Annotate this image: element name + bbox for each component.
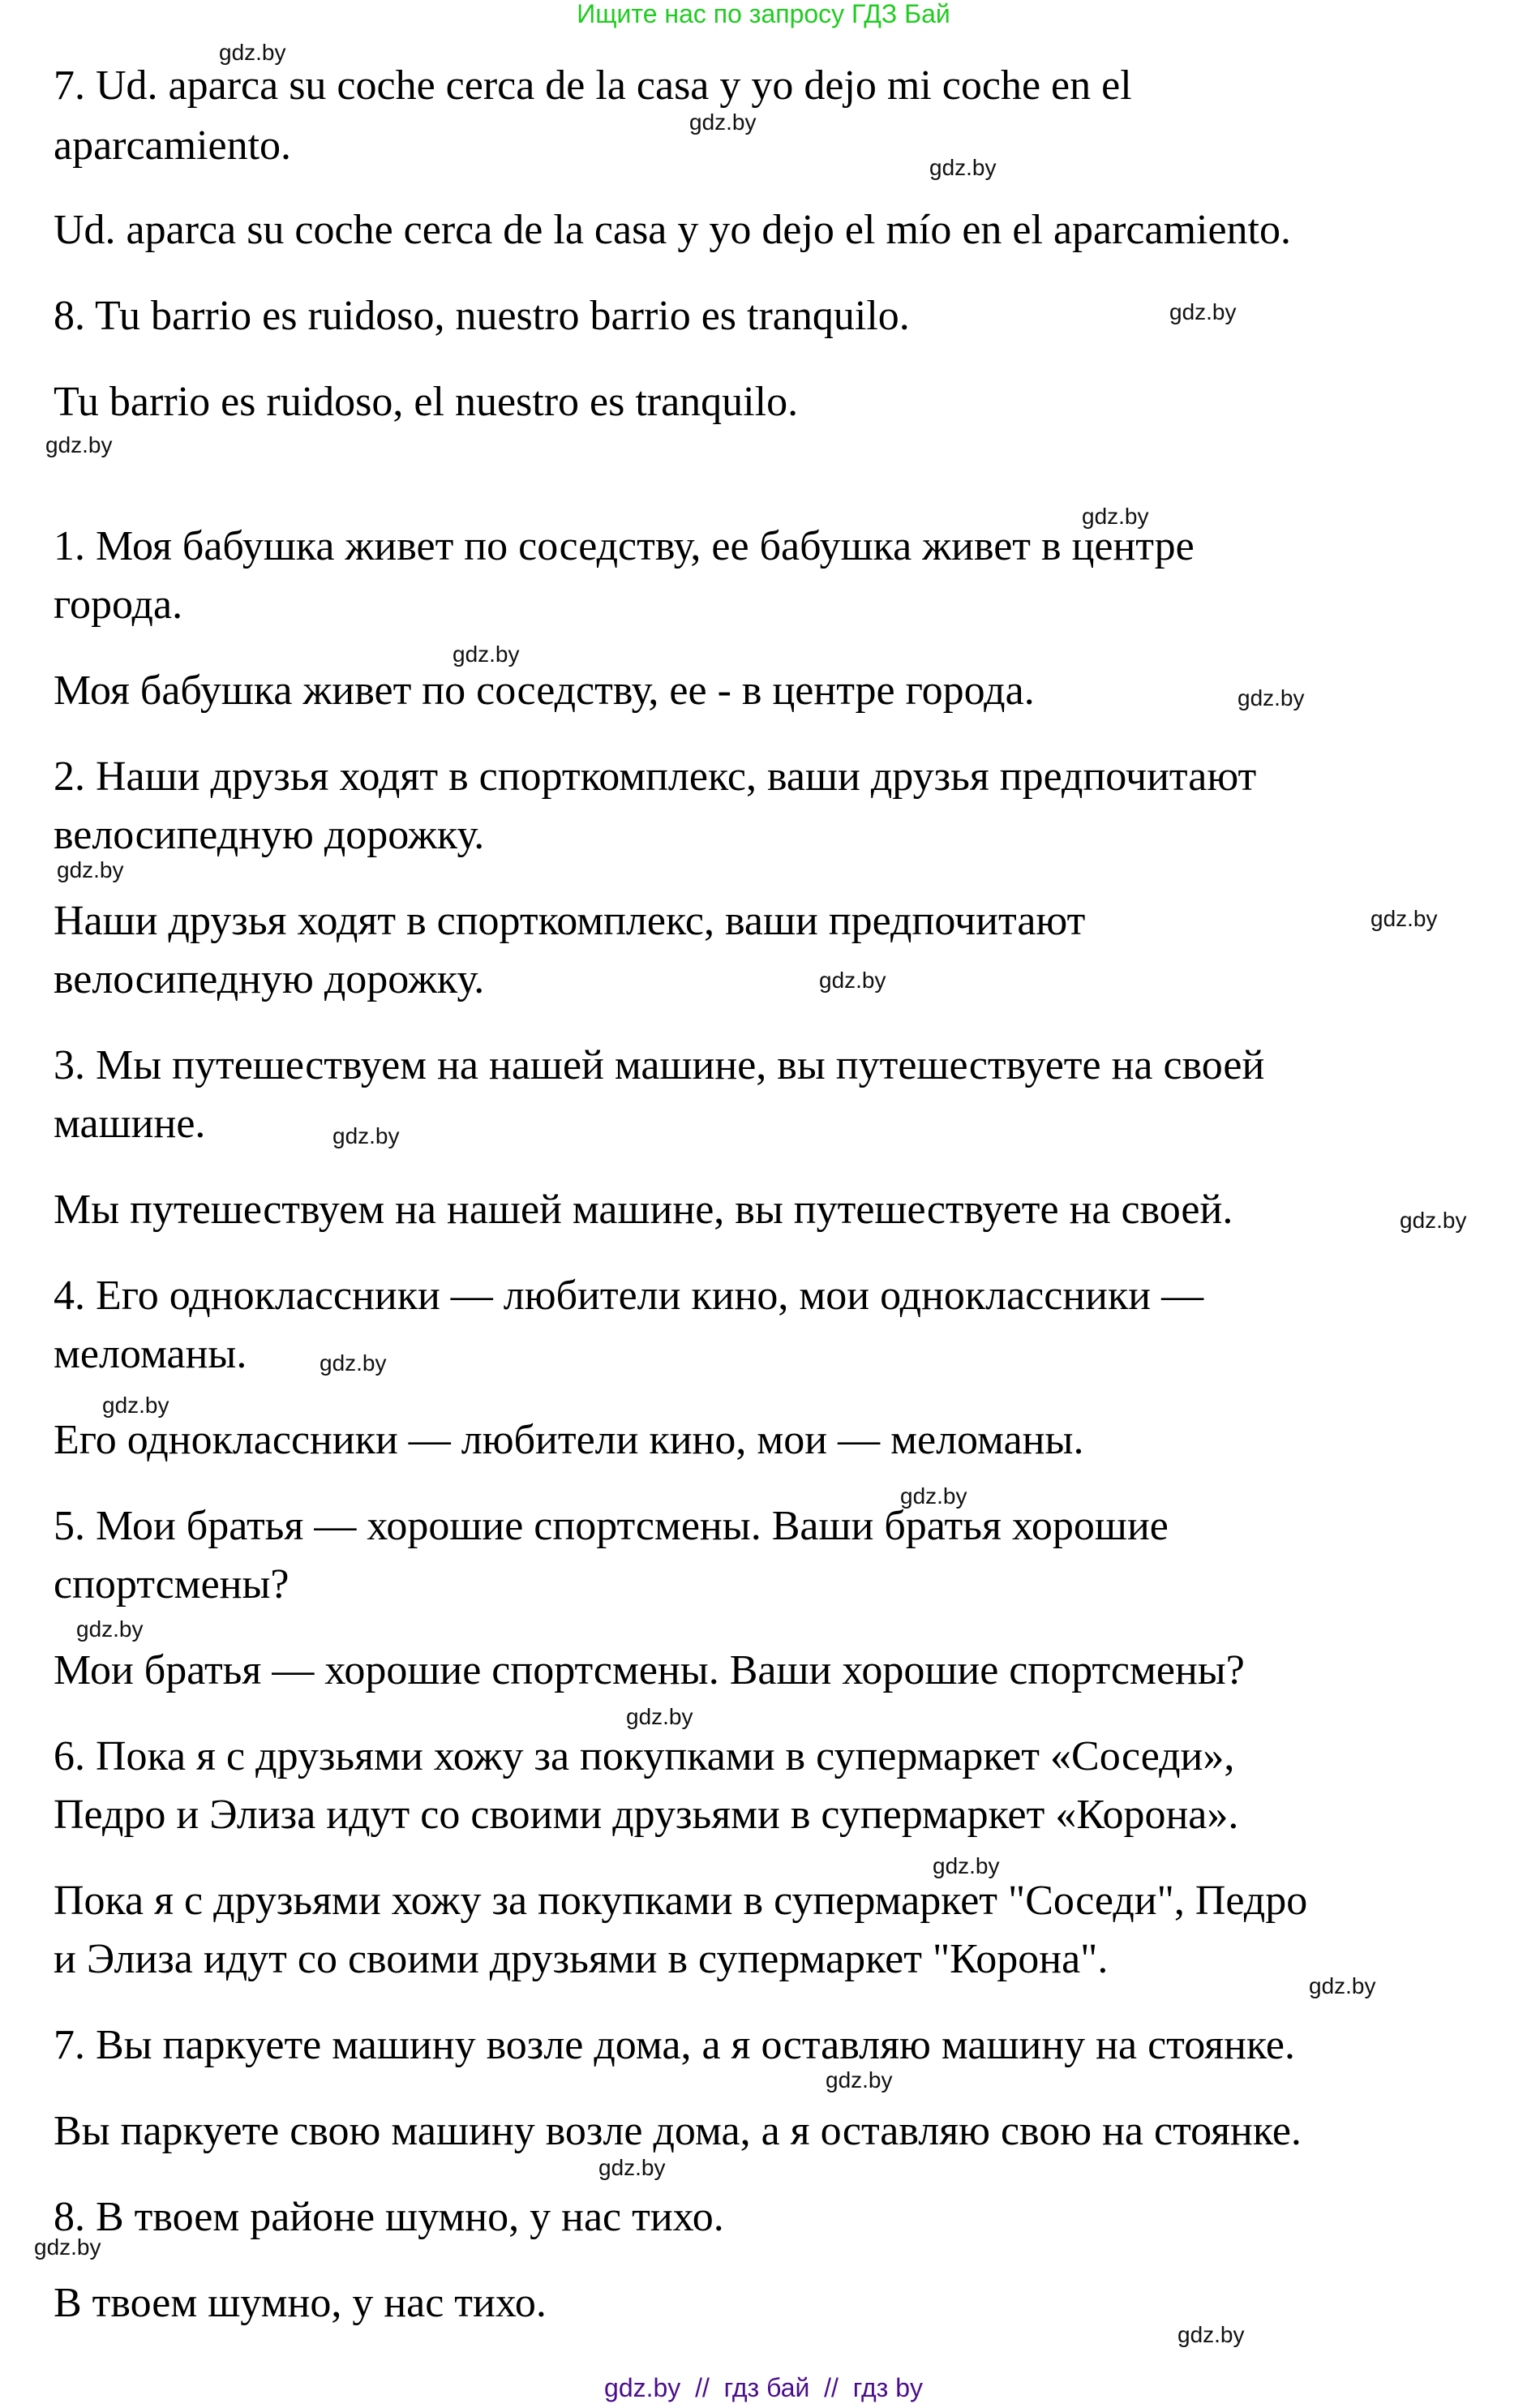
- es-item-8-answer: Tu barrio es ruidoso, el nuestro es tranquilo.: [54, 379, 799, 425]
- footer-site-links: gdz.by // гдз бай // гдз by: [604, 2373, 923, 2402]
- watermark: gdz.by: [1370, 906, 1438, 931]
- watermark: gdz.by: [929, 155, 997, 180]
- ru-item-5-question-line-2: спортсмены?: [54, 1561, 290, 1607]
- ru-item-3-question-line-2: машине.: [54, 1101, 206, 1147]
- watermark: gdz.by: [76, 1616, 144, 1642]
- watermark: gdz.by: [1177, 2322, 1245, 2347]
- ru-item-7-answer: Вы паркуете свою машину возле дома, а я оставляю свою на стоянке.: [54, 2108, 1302, 2154]
- ru-item-8-question: 8. В твоем районе шумно, у нас тихо.: [54, 2194, 724, 2240]
- watermark: gdz.by: [1169, 299, 1237, 324]
- es-item-7-answer: Ud. aparca su coche cerca de la casa y yo dejo el mío en el aparcamiento.: [54, 207, 1292, 253]
- ru-item-8-answer: В твоем шумно, у нас тихо.: [54, 2280, 547, 2326]
- watermark: gdz.by: [219, 40, 286, 65]
- ru-item-1-question-line-2: города.: [54, 582, 183, 628]
- watermark: gdz.by: [453, 642, 520, 667]
- watermark: gdz.by: [57, 857, 124, 882]
- ru-item-3-question-line-1: 3. Мы путешествуем на нашей машине, вы путешествуете на своей: [54, 1042, 1265, 1088]
- ru-item-3-answer: Мы путешествуем на нашей машине, вы путешествуете на своей.: [54, 1187, 1233, 1233]
- header-search-hint: Ищите нас по запросу ГДЗ Бай: [577, 0, 950, 28]
- ru-item-5-answer: Мои братья — хорошие спортсмены. Ваши хорошие спортсмены?: [54, 1647, 1245, 1693]
- watermark: gdz.by: [819, 968, 886, 993]
- ru-item-6-answer-line-2: и Элиза идут со своими друзьями в супермаркет "Корона".: [54, 1936, 1109, 1982]
- ru-item-4-question-line-2: меломаны.: [54, 1331, 247, 1377]
- ru-item-6-answer-line-1: Пока я с друзьями хожу за покупками в супермаркет "Соседи", Педро: [54, 1878, 1308, 1924]
- es-item-7-question-line-1: 7. Ud. aparca su coche cerca de la casa y yo dejo mi coche en el: [54, 62, 1132, 109]
- watermark: gdz.by: [826, 2067, 893, 2093]
- ru-item-2-answer-line-2: велосипедную дорожку.: [54, 956, 485, 1002]
- watermark: gdz.by: [320, 1350, 387, 1376]
- ru-item-1-question-line-1: 1. Моя бабушка живет по соседству, ее бабушка живет в центре: [54, 523, 1195, 569]
- watermark: gdz.by: [34, 2234, 101, 2260]
- ru-item-6-question-line-1: 6. Пока я с друзьями хожу за покупками в супермаркет «Соседи»,: [54, 1733, 1235, 1779]
- ru-item-2-question-line-1: 2. Наши друзья ходят в спорткомплекс, ваши друзья предпочитают: [54, 753, 1257, 800]
- ru-item-7-question: 7. Вы паркуете машину возле дома, а я оставляю машину на стоянке.: [54, 2022, 1296, 2068]
- es-item-8-question: 8. Tu barrio es ruidoso, nuestro barrio es tranquilo.: [54, 293, 910, 339]
- ru-item-1-answer: Моя бабушка живет по соседству, ее - в центре города.: [54, 667, 1035, 714]
- watermark: gdz.by: [1400, 1208, 1467, 1233]
- watermark: gdz.by: [689, 109, 757, 135]
- watermark: gdz.by: [626, 1704, 693, 1729]
- watermark: gdz.by: [933, 1853, 1000, 1878]
- ru-item-6-question-line-2: Педро и Элиза идут со своими друзьями в супермаркет «Корона».: [54, 1792, 1239, 1838]
- watermark: gdz.by: [102, 1393, 169, 1418]
- ru-item-5-question-line-1: 5. Мои братья — хорошие спортсмены. Ваши братья хорошие: [54, 1503, 1169, 1549]
- watermark: gdz.by: [1237, 685, 1305, 710]
- watermark: gdz.by: [1309, 1973, 1376, 1998]
- watermark: gdz.by: [1082, 504, 1149, 529]
- watermark: gdz.by: [45, 432, 113, 457]
- watermark: gdz.by: [598, 2155, 666, 2180]
- watermark: gdz.by: [900, 1483, 967, 1509]
- ru-item-2-answer-line-1: Наши друзья ходят в спорткомплекс, ваши предпочитают: [54, 898, 1086, 944]
- ru-item-4-question-line-1: 4. Его одноклассники — любители кино, мои одноклассники —: [54, 1273, 1204, 1319]
- ru-item-2-question-line-2: велосипедную дорожку.: [54, 812, 485, 858]
- es-item-7-question-line-2: aparcamiento.: [54, 122, 292, 169]
- watermark: gdz.by: [332, 1123, 400, 1148]
- ru-item-4-answer: Его одноклассники — любители кино, мои — меломаны.: [54, 1417, 1084, 1463]
